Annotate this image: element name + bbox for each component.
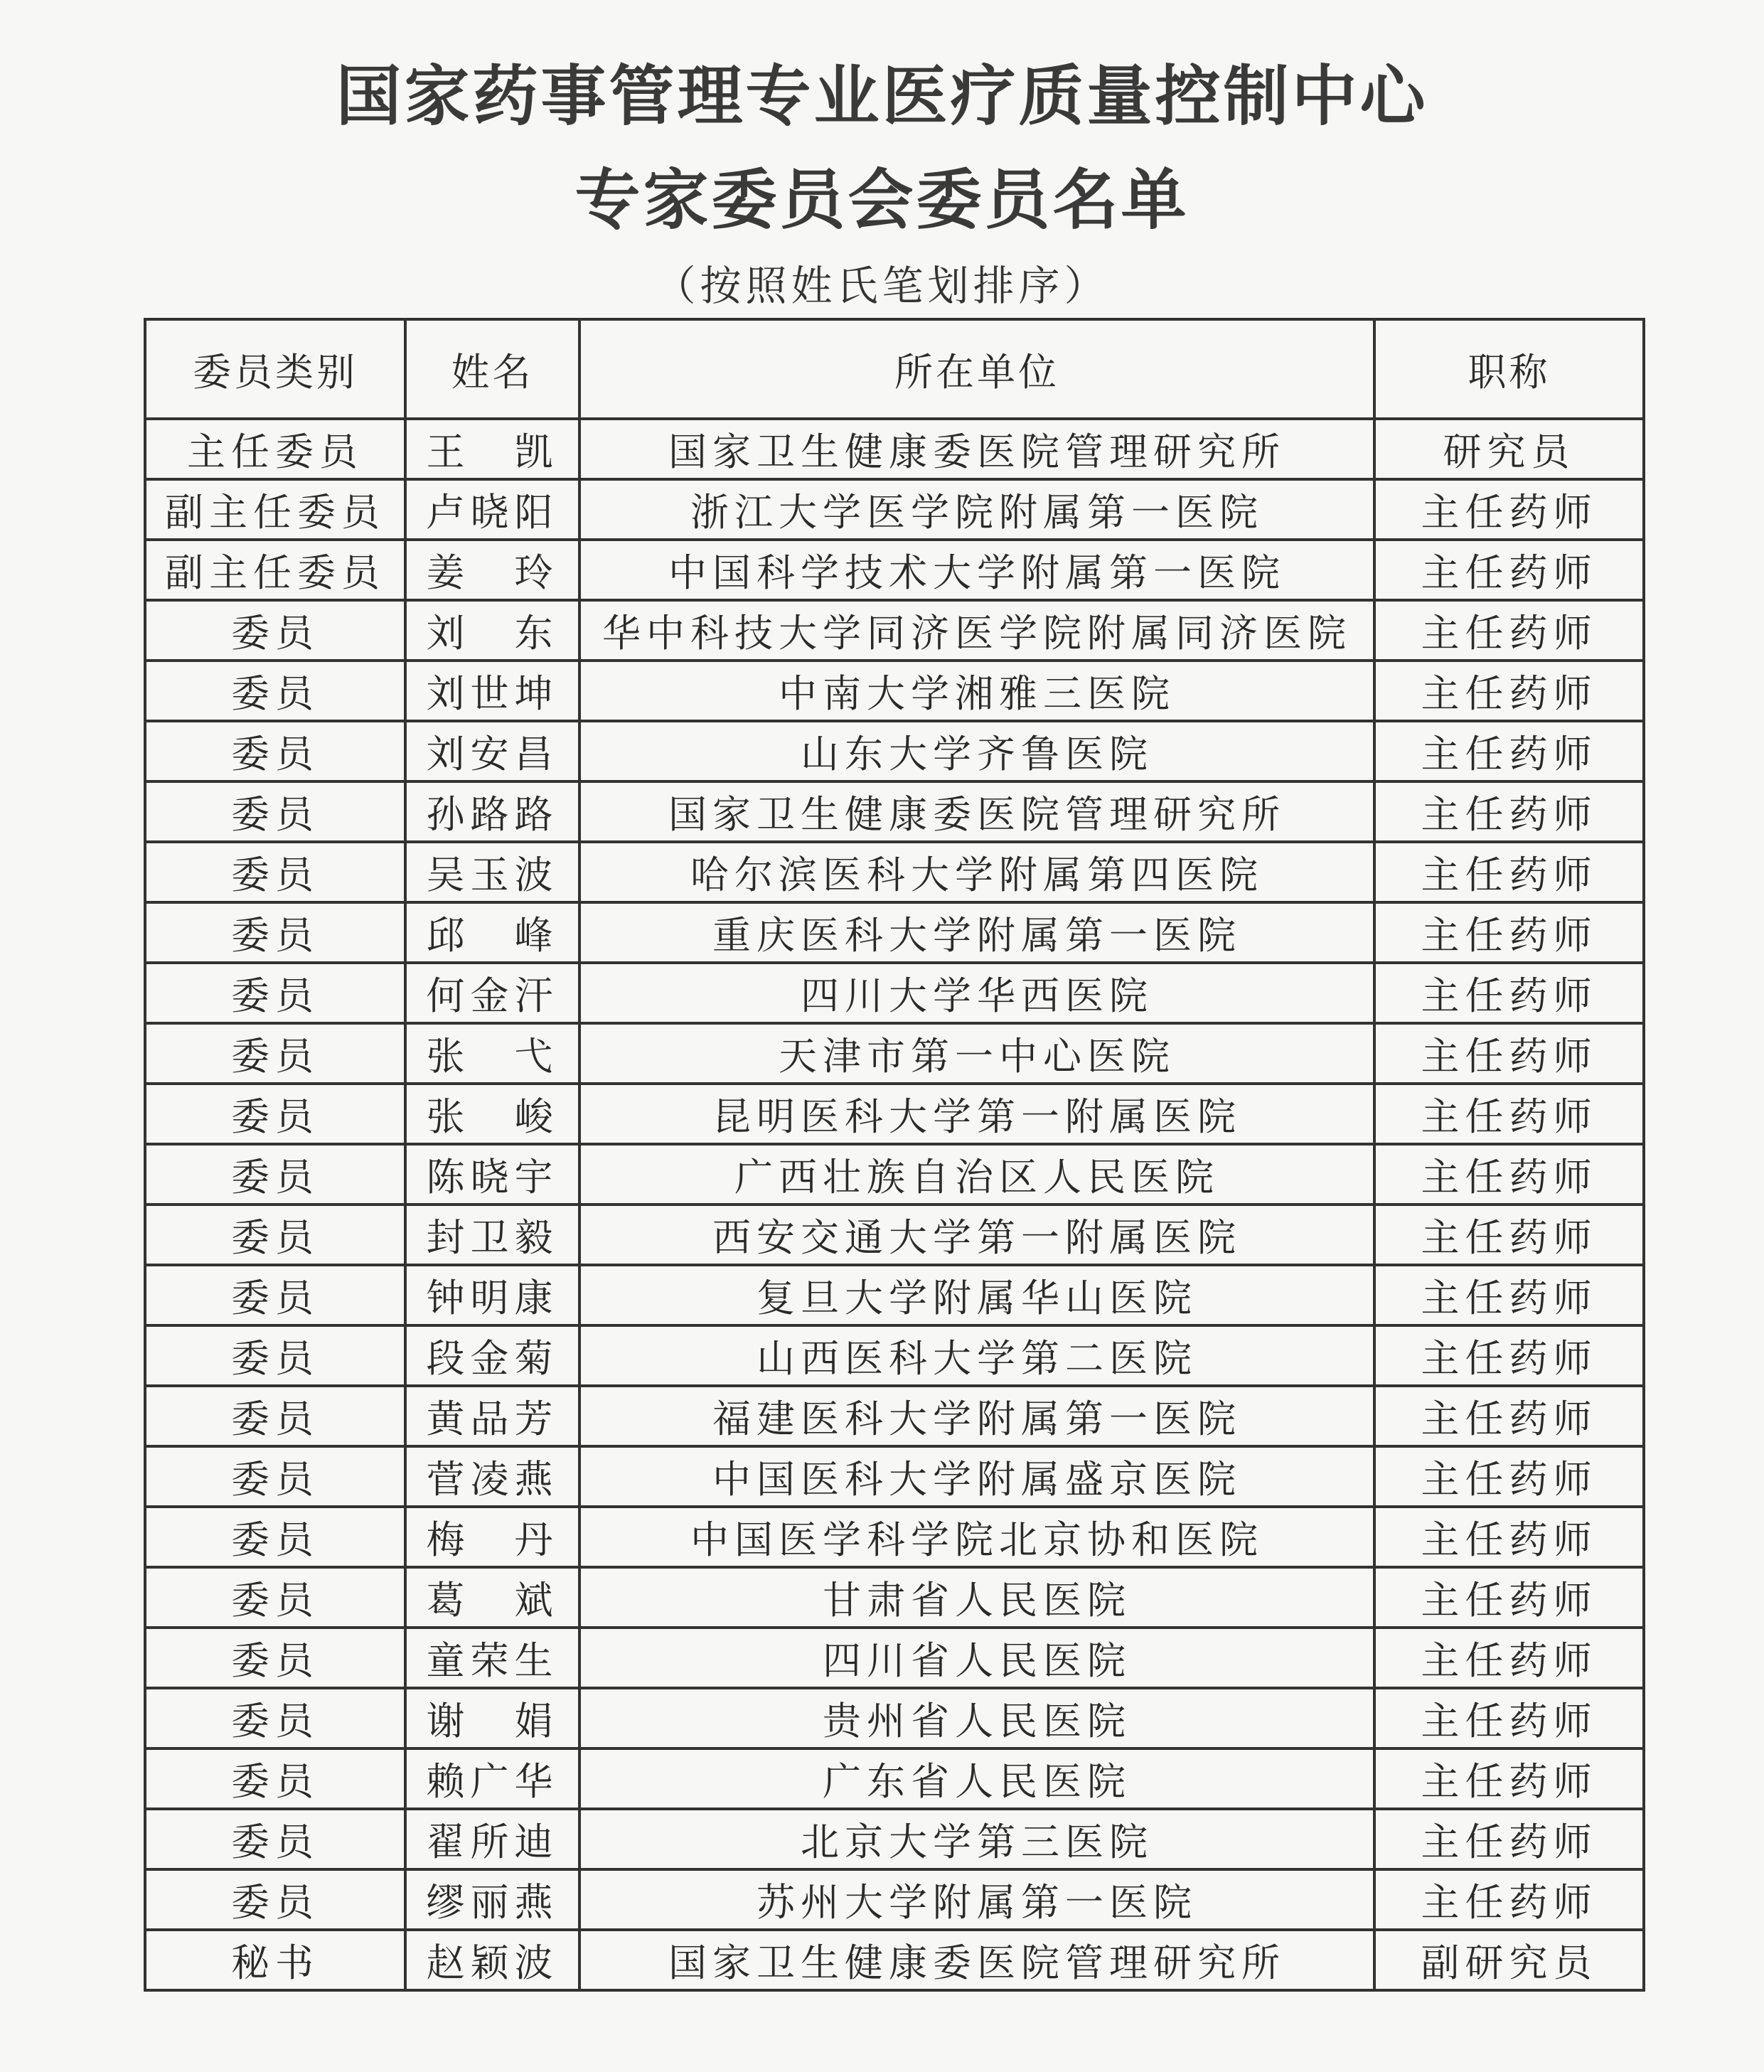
institution-cell: 中国医学科学院北京协和医院 xyxy=(579,1507,1374,1567)
professional-title-cell: 主任药师 xyxy=(1374,1144,1644,1205)
header-title: 职称 xyxy=(1374,319,1644,419)
member-category-cell: 委员 xyxy=(145,1809,405,1869)
professional-title-cell: 主任药师 xyxy=(1374,1386,1644,1446)
member-name-cell: 菅凌燕 xyxy=(405,1446,579,1507)
member-name-cell: 钟明康 xyxy=(405,1265,579,1325)
professional-title-cell: 主任药师 xyxy=(1374,1446,1644,1507)
member-category-cell: 委员 xyxy=(145,1628,405,1688)
member-name-cell: 姜 玲 xyxy=(405,540,579,600)
member-category-cell: 委员 xyxy=(145,963,405,1023)
member-category-cell: 委员 xyxy=(145,1446,405,1507)
member-category-cell: 委员 xyxy=(145,1265,405,1325)
member-category-cell: 委员 xyxy=(145,1386,405,1446)
member-category-cell: 委员 xyxy=(145,1507,405,1567)
table-row xyxy=(145,1809,1644,1869)
member-name-cell: 卢晓阳 xyxy=(405,479,579,540)
institution-cell: 贵州省人民医院 xyxy=(579,1688,1374,1748)
member-category-cell: 委员 xyxy=(145,1144,405,1205)
document-subtitle: （按照姓氏笔划排序） xyxy=(654,262,1110,310)
member-name-cell: 赖广华 xyxy=(405,1748,579,1809)
table-row xyxy=(145,661,1644,721)
professional-title-cell: 主任药师 xyxy=(1374,1688,1644,1748)
professional-title-cell: 主任药师 xyxy=(1374,1205,1644,1265)
institution-cell: 山东大学齐鲁医院 xyxy=(579,721,1374,781)
member-category-cell: 委员 xyxy=(145,1205,405,1265)
header-name: 姓名 xyxy=(405,319,579,419)
member-name-cell: 何金汗 xyxy=(405,963,579,1023)
institution-cell: 中国医科大学附属盛京医院 xyxy=(579,1446,1374,1507)
member-name-cell: 梅 丹 xyxy=(405,1507,579,1567)
institution-cell: 国家卫生健康委医院管理研究所 xyxy=(579,419,1374,479)
member-category-cell: 委员 xyxy=(145,842,405,902)
committee-member-table xyxy=(144,318,1645,1992)
professional-title-cell: 主任药师 xyxy=(1374,540,1644,600)
member-category-cell: 副主任委员 xyxy=(145,479,405,540)
institution-cell: 广西壮族自治区人民医院 xyxy=(579,1144,1374,1205)
institution-cell: 浙江大学医学院附属第一医院 xyxy=(579,479,1374,540)
institution-cell: 国家卫生健康委医院管理研究所 xyxy=(579,1930,1374,1990)
member-name-cell: 黄品芳 xyxy=(405,1386,579,1446)
table-row xyxy=(145,842,1644,902)
member-name-cell: 吴玉波 xyxy=(405,842,579,902)
institution-cell: 北京大学第三医院 xyxy=(579,1809,1374,1869)
member-category-cell: 委员 xyxy=(145,721,405,781)
member-category-cell: 副主任委员 xyxy=(145,540,405,600)
table-row xyxy=(145,419,1644,479)
table-row xyxy=(145,1205,1644,1265)
member-category-cell: 委员 xyxy=(145,1688,405,1748)
member-name-cell: 陈晓宇 xyxy=(405,1144,579,1205)
member-category-cell: 委员 xyxy=(145,1567,405,1628)
member-name-cell: 段金菊 xyxy=(405,1325,579,1386)
table-row xyxy=(145,1084,1644,1144)
member-name-cell: 缪丽燕 xyxy=(405,1869,579,1930)
institution-cell: 哈尔滨医科大学附属第四医院 xyxy=(579,842,1374,902)
professional-title-cell: 主任药师 xyxy=(1374,1265,1644,1325)
member-category-cell: 委员 xyxy=(145,781,405,842)
member-name-cell: 赵颖波 xyxy=(405,1930,579,1990)
table-row xyxy=(145,1869,1644,1930)
member-category-cell: 委员 xyxy=(145,1084,405,1144)
professional-title-cell: 主任药师 xyxy=(1374,1628,1644,1688)
table-row xyxy=(145,1507,1644,1567)
professional-title-cell: 主任药师 xyxy=(1374,661,1644,721)
institution-cell: 甘肃省人民医院 xyxy=(579,1567,1374,1628)
professional-title-cell: 主任药师 xyxy=(1374,1748,1644,1809)
header-member-category: 委员类别 xyxy=(145,319,405,419)
table-row xyxy=(145,1325,1644,1386)
document-title-line1: 国家药事管理专业医疗质量控制中心 xyxy=(336,58,1428,134)
header-institution: 所在单位 xyxy=(579,319,1374,419)
table-row xyxy=(145,479,1644,540)
table-row xyxy=(145,1567,1644,1628)
table-row xyxy=(145,1386,1644,1446)
institution-cell: 广东省人民医院 xyxy=(579,1748,1374,1809)
institution-cell: 中南大学湘雅三医院 xyxy=(579,661,1374,721)
table-row xyxy=(145,600,1644,661)
professional-title-cell: 主任药师 xyxy=(1374,1084,1644,1144)
member-name-cell: 邱 峰 xyxy=(405,902,579,963)
table-row xyxy=(145,963,1644,1023)
professional-title-cell: 研究员 xyxy=(1374,419,1644,479)
professional-title-cell: 主任药师 xyxy=(1374,781,1644,842)
table-row xyxy=(145,781,1644,842)
institution-cell: 苏州大学附属第一医院 xyxy=(579,1869,1374,1930)
member-name-cell: 孙路路 xyxy=(405,781,579,842)
member-name-cell: 刘世坤 xyxy=(405,661,579,721)
table-row xyxy=(145,540,1644,600)
member-name-cell: 童荣生 xyxy=(405,1628,579,1688)
table-row xyxy=(145,1446,1644,1507)
professional-title-cell: 主任药师 xyxy=(1374,1507,1644,1567)
member-name-cell: 封卫毅 xyxy=(405,1205,579,1265)
professional-title-cell: 主任药师 xyxy=(1374,842,1644,902)
table-row xyxy=(145,1930,1644,1990)
member-category-cell: 委员 xyxy=(145,1325,405,1386)
institution-cell: 山西医科大学第二医院 xyxy=(579,1325,1374,1386)
table-row xyxy=(145,1748,1644,1809)
professional-title-cell: 主任药师 xyxy=(1374,1325,1644,1386)
professional-title-cell: 主任药师 xyxy=(1374,1023,1644,1084)
table-row xyxy=(145,1265,1644,1325)
member-name-cell: 葛 斌 xyxy=(405,1567,579,1628)
member-category-cell: 秘书 xyxy=(145,1930,405,1990)
member-name-cell: 张 弋 xyxy=(405,1023,579,1084)
institution-cell: 西安交通大学第一附属医院 xyxy=(579,1205,1374,1265)
professional-title-cell: 主任药师 xyxy=(1374,721,1644,781)
table-row xyxy=(145,902,1644,963)
table-body xyxy=(145,419,1644,1990)
professional-title-cell: 主任药师 xyxy=(1374,1567,1644,1628)
table-row xyxy=(145,1023,1644,1084)
member-category-cell: 委员 xyxy=(145,1748,405,1809)
table-row xyxy=(145,1688,1644,1748)
institution-cell: 四川大学华西医院 xyxy=(579,963,1374,1023)
member-name-cell: 刘 东 xyxy=(405,600,579,661)
table-row xyxy=(145,1628,1644,1688)
member-name-cell: 刘安昌 xyxy=(405,721,579,781)
member-category-cell: 委员 xyxy=(145,661,405,721)
member-name-cell: 王 凯 xyxy=(405,419,579,479)
table-row xyxy=(145,1144,1644,1205)
member-category-cell: 委员 xyxy=(145,1869,405,1930)
table-header-row xyxy=(145,319,1644,419)
institution-cell: 中国科学技术大学附属第一医院 xyxy=(579,540,1374,600)
member-category-cell: 委员 xyxy=(145,1023,405,1084)
member-category-cell: 委员 xyxy=(145,600,405,661)
institution-cell: 天津市第一中心医院 xyxy=(579,1023,1374,1084)
professional-title-cell: 主任药师 xyxy=(1374,1869,1644,1930)
document-title-line2: 专家委员会委员名单 xyxy=(574,162,1190,238)
member-category-cell: 主任委员 xyxy=(145,419,405,479)
institution-cell: 重庆医科大学附属第一医院 xyxy=(579,902,1374,963)
member-name-cell: 翟所迪 xyxy=(405,1809,579,1869)
institution-cell: 福建医科大学附属第一医院 xyxy=(579,1386,1374,1446)
institution-cell: 复旦大学附属华山医院 xyxy=(579,1265,1374,1325)
professional-title-cell: 主任药师 xyxy=(1374,902,1644,963)
institution-cell: 华中科技大学同济医学院附属同济医院 xyxy=(579,600,1374,661)
professional-title-cell: 主任药师 xyxy=(1374,600,1644,661)
professional-title-cell: 主任药师 xyxy=(1374,479,1644,540)
professional-title-cell: 主任药师 xyxy=(1374,1809,1644,1869)
member-name-cell: 谢 娟 xyxy=(405,1688,579,1748)
institution-cell: 四川省人民医院 xyxy=(579,1628,1374,1688)
institution-cell: 昆明医科大学第一附属医院 xyxy=(579,1084,1374,1144)
professional-title-cell: 主任药师 xyxy=(1374,963,1644,1023)
member-category-cell: 委员 xyxy=(145,902,405,963)
institution-cell: 国家卫生健康委医院管理研究所 xyxy=(579,781,1374,842)
professional-title-cell: 副研究员 xyxy=(1374,1930,1644,1990)
member-name-cell: 张 峻 xyxy=(405,1084,579,1144)
table-row xyxy=(145,721,1644,781)
